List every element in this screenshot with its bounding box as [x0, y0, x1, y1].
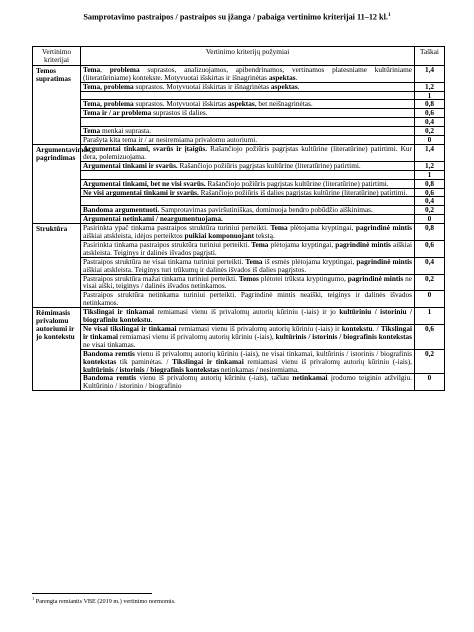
points-cell: 1 [415, 308, 445, 325]
criterion-cell: Argumentavimas, pagrindimas [33, 144, 81, 223]
points-cell: 0,8 [415, 100, 445, 109]
points-cell: 1,2 [415, 161, 445, 170]
feature-cell: Ne visai tikslingai ir tinkamai remiamasi vienu iš privalomų autorių kūriniu (-iais) ir kontekstu. / Tikslingai ir tinkamai remiamasi vienu iš privalomų autorių kūriniu (-iais), kultūrinis / istorinis / biografinis kontekstas ne visai tinkamas. [81, 325, 415, 350]
points-cell: 0,6 [415, 109, 445, 118]
points-cell: 1 [415, 91, 445, 100]
points-cell: 0,8 [415, 224, 445, 241]
points-cell: 0 [415, 291, 445, 308]
feature-cell: Pasirinkta tinkama pastraipos struktūra turiniui perteikti. Tema plėtojama kryptingai, pagrindinė mintis aiškiai atskleista. Teiginys ir dalinės išvados pagrįsti. [81, 240, 415, 257]
points-cell: 1 [415, 170, 445, 179]
points-cell: 0,4 [415, 197, 445, 206]
criterion-cell: Temos supratimas [33, 65, 81, 144]
feature-cell: Pastraipos struktūra ne visai tinkama turiniui perteikti. Tema iš esmės plėtojama kryptingai, pagrindinė mintis aiškiai atskleista. Teiginys turi trūkumų ir dalinės išvados iš dalies pagrįstos. [81, 257, 415, 274]
feature-cell: Pasirinkta ypač tinkama pastraipos struktūra turiniui perteikti. Tema plėtojama kryptingai, pagrindinė mintis aiškiai atskleista, idėjos perteiktos puikiai komponuojant tekstą. [81, 224, 415, 241]
points-cell: 0,4 [415, 257, 445, 274]
table-row [33, 224, 445, 241]
points-cell: 1,4 [415, 65, 445, 82]
footnote-mark: 1 [32, 596, 35, 601]
footnote-text: Parengta remiantis VBE (2019 m.) vertinimo normomis. [35, 598, 176, 606]
points-cell: 0,2 [415, 349, 445, 374]
header-criterion: Vertinimo kriterijai [33, 47, 81, 66]
table-row [33, 161, 445, 170]
feature-cell: Tema menkai suprasta. [81, 127, 415, 136]
points-cell: 1,2 [415, 82, 445, 91]
feature-cell: Tema, problema suprastos. Motyvuotai išskirtas ir išnagrinėtas aspektas. [81, 82, 415, 91]
footnote [32, 595, 176, 606]
table-row [33, 188, 445, 197]
table-row [33, 65, 445, 82]
header-features: Vertinimo kriterijų požymiai [81, 47, 415, 66]
points-cell: 1,4 [415, 144, 445, 161]
points-cell: 0,6 [415, 325, 445, 350]
points-cell: 0,4 [415, 118, 445, 127]
points-cell: 0,2 [415, 127, 445, 136]
footnote-divider [32, 593, 152, 594]
feature-cell: Parašyta kita tema ir / ar nesiremiama privalomu autoriumi. [81, 136, 415, 145]
feature-cell: Tema ir / ar problema suprastos iš dalies. [81, 109, 415, 118]
table-row [33, 240, 445, 257]
criteria-table [32, 46, 445, 391]
feature-cell: Tikslingai ir tinkamai remiamasi vienu iš privalomų autorių kūriniu (-iais) ir jo kultūriniu / istoriniu / biografiniu kontekstu. [81, 308, 415, 325]
feature-cell: Argumentai tinkami ir svarūs. Rašančiojo požiūris pagrįstas kultūrine (literatūrine) patirtimi. [81, 161, 415, 170]
points-cell: 0,6 [415, 240, 445, 257]
table-header-row [33, 47, 445, 66]
header-points: Taškai [415, 47, 445, 66]
table-row [33, 308, 445, 325]
feature-cell: Pastraipos struktūra mažai tinkama turiniui perteikti. Temos plėtotei trūksta kryptingumo, pagrindinė mintis ne visai aiški, teiginys / dalinės išvados netinkamos. [81, 274, 415, 291]
feature-cell: Ne visi argumentai tinkami ir svarūs. Rašančiojo požiūris iš dalies pagrįstas kultūrine (literatūrine) patirtimi. [81, 188, 415, 197]
points-cell: 0 [415, 136, 445, 145]
points-cell: 0,6 [415, 188, 445, 197]
points-cell: 0 [415, 374, 445, 391]
feature-cell: Bandoma remtis vienu iš privalomų autorių kūriniu (-iais), tačiau netinkamai įrodomo teiginio atžvilgiu. Kultūrinio / istorinio / biografinio [81, 374, 415, 391]
feature-cell: Tema, problema suprastos, analizuojamos, apibendrinamos, vertinamos platesniame kultūriniame (literatūriniame) kontekste. Motyvuotai išskirtas ir išnagrinėtas aspektas. [81, 65, 415, 82]
table-row [33, 374, 445, 391]
title-footnote-mark: 1 [387, 12, 391, 18]
feature-cell: Bandoma argumentuoti. Samprotavimas paviršutiniškas, dominuoja bendro pobūdžio aiškinimas. [81, 206, 415, 215]
feature-cell: Bandoma remtis vienu iš privalomų autorių kūriniu (-iais), ne visai tinkamai, kultūrinis / istorinis / biografinis kontekstas tik paminėtas. / Tikslingai ir tinkamai remiamasi vienu iš privalomų autorių kūriniu (-iais), kultūrinis / istorinis / biografinis kontekstas netinkamas / nesiremiama. [81, 349, 415, 374]
feature-cell: Argumentai netinkami / neargumentuojama. [81, 215, 415, 224]
table-body [33, 65, 445, 390]
criterion-cell: Rėmimasis privalomu autoriumi ir jo kontekstu [33, 308, 81, 391]
document-title [0, 10, 474, 23]
table-row [33, 291, 445, 308]
table-row [33, 257, 445, 274]
points-cell: 0,2 [415, 206, 445, 215]
table-row [33, 325, 445, 350]
points-cell: 0,8 [415, 179, 445, 188]
points-cell: 0,2 [415, 274, 445, 291]
title-text: Samprotavimo pastraipos / pastraipos su įžanga / pabaiga vertinimo kriterijai 11–12 kl. [83, 12, 388, 22]
feature-cell: Tema, problema suprastos. Motyvuotai išskirtas aspektas, bet neišnagrinėtas. [81, 100, 415, 109]
criterion-cell: Struktūra [33, 224, 81, 308]
table-row [33, 274, 445, 291]
table-row [33, 144, 445, 161]
table-row [33, 109, 445, 118]
feature-cell: Argumentai tinkami, bet ne visi svarūs. Rašančiojo požiūris pagrįstas kultūrine (literatūrine) patirtimi. [81, 179, 415, 188]
feature-cell: Pastraipos struktūra netinkama turiniui perteikti. Pagrindinė mintis neaiški, teiginys ir dalinės išvados netinkamos. [81, 291, 415, 308]
table-row [33, 82, 445, 91]
feature-cell: Argumentai tinkami, svarūs ir įtaigūs. Rašančiojo požiūris pagrįstas kultūrine (literatūrine) patirtimi. Kur dera, polemizuojama. [81, 144, 415, 161]
table-row [33, 349, 445, 374]
points-cell: 0 [415, 215, 445, 224]
